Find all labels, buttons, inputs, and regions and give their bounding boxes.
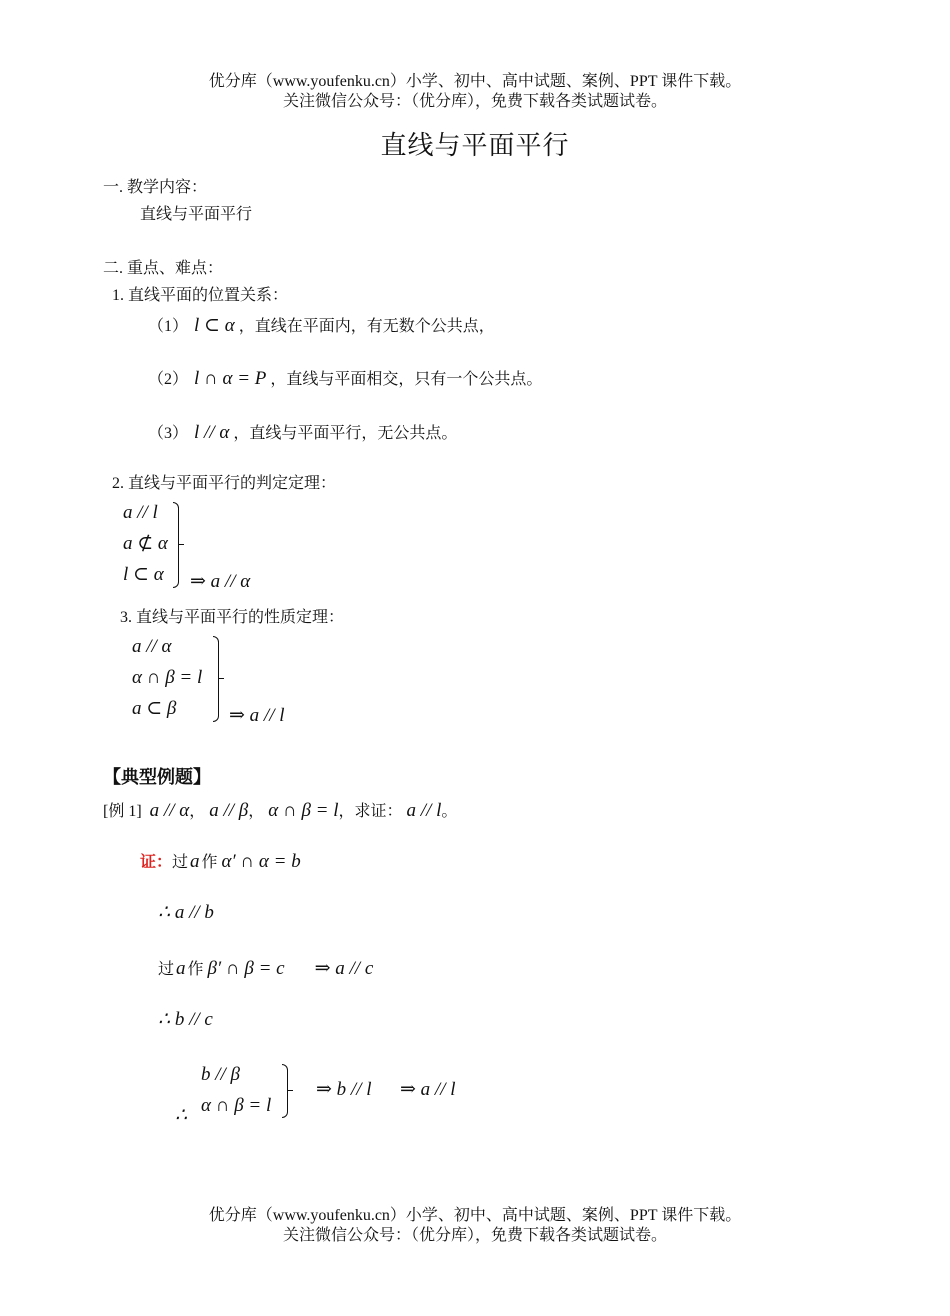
case2-formula: l ∩ α = P: [194, 368, 267, 389]
section1-content: 直线与平面平行: [140, 206, 253, 223]
proof-step-3-formula: β′ ∩ β = c: [207, 958, 285, 979]
proof-step-3-pre: 过: [158, 961, 175, 978]
examples-heading: 【典型例题】: [103, 767, 211, 787]
proof-step-1-pre: 过: [172, 854, 189, 871]
proof-label: 证：: [140, 854, 173, 871]
proof-step-5-conclusion-1: ⇒ b // l: [316, 1079, 372, 1100]
item2-conclusion: ⇒ a // α: [190, 571, 251, 592]
proof-step-1-formula: α′ ∩ α = b: [221, 851, 301, 872]
proof-step-5-conclusion-2: ⇒ a // l: [400, 1079, 456, 1100]
case2-row: [148, 368, 542, 391]
proof-step-1-var: a: [190, 851, 200, 872]
case1-text: ，直线在平面内，有无数个公共点，: [238, 318, 495, 335]
case1-row: [148, 315, 495, 338]
item2-brace-tick: [178, 544, 184, 545]
case3-formula: l // α: [194, 422, 230, 443]
case3-row: [148, 422, 457, 445]
header-line-1: 优分库（www.youfenku.cn）小学、初中、高中试题、案例、PPT 课件下载。: [208, 73, 742, 90]
item3-brace-tick: [218, 678, 224, 679]
item3-title: 3. 直线与平面平行的性质定理：: [120, 609, 345, 626]
proof-step-3: [158, 958, 373, 981]
item2-title: 2. 直线与平面平行的判定定理：: [112, 475, 337, 492]
footer-line-1: 优分库（www.youfenku.cn）小学、初中、高中试题、案例、PPT 课件下载。: [208, 1207, 742, 1224]
item2-brace: [173, 502, 179, 588]
case2-text: ，直线与平面相交，只有一个公共点。: [270, 371, 543, 388]
proof-step-5-brace-tick: [287, 1090, 293, 1091]
proof-step-5-brace: [282, 1064, 288, 1118]
example1-label: [例 1]: [103, 803, 142, 820]
page-title: 直线与平面平行: [380, 131, 570, 160]
example1-comma-1: ，: [189, 803, 206, 820]
example1-comma-2: ，: [248, 803, 265, 820]
proof-step-2: ∴ a // b: [158, 902, 214, 923]
item1-title: 1. 直线平面的位置关系：: [112, 287, 289, 304]
item3-conclusion: ⇒ a // l: [229, 705, 285, 726]
item2-condition-3: l ⊂ α: [123, 564, 164, 585]
case1-formula: l ⊂ α: [194, 315, 235, 336]
item2-condition-2: a ⊄ α: [123, 533, 168, 554]
item3-condition-3: a ⊂ β: [132, 698, 177, 719]
proof-step-3-conclusion: ⇒ a // c: [314, 958, 374, 979]
proof-step-5-therefore: ∴: [175, 1105, 188, 1126]
example1-row: [103, 800, 457, 823]
proof-step-5-condition-1: b // β: [201, 1064, 241, 1085]
item3-condition-1: a // α: [132, 636, 172, 657]
item2-condition-1: a // l: [123, 502, 158, 523]
footer-line-2: 关注微信公众号：（优分库），免费下载各类试题试卷。: [282, 1227, 667, 1244]
example1-goal: a // l: [406, 800, 442, 821]
proof-step-3-mid: 作: [187, 961, 204, 978]
example1-end: 。: [441, 803, 458, 820]
case1-label: （1）: [148, 318, 189, 335]
proof-step-5-condition-2: α ∩ β = l: [201, 1095, 272, 1116]
section2-heading: 二. 重点、难点：: [103, 260, 224, 277]
example1-given-2: a // β: [209, 800, 249, 821]
example1-given-1: a // α: [149, 800, 190, 821]
item3-brace: [213, 636, 219, 722]
case3-label: （3）: [148, 425, 189, 442]
case2-label: （2）: [148, 371, 189, 388]
example1-given-3: α ∩ β = l: [268, 800, 339, 821]
proof-step-1: [140, 851, 301, 874]
proof-step-1-mid: 作: [201, 854, 218, 871]
section1-heading: 一. 教学内容：: [103, 179, 208, 196]
proof-step-4: ∴ b // c: [158, 1009, 213, 1030]
proof-step-3-var: a: [176, 958, 186, 979]
case3-text: ，直线与平面平行，无公共点。: [233, 425, 458, 442]
item3-condition-2: α ∩ β = l: [132, 667, 203, 688]
example1-prove-label: ，求证：: [338, 803, 403, 820]
header-line-2: 关注微信公众号：（优分库），免费下载各类试题试卷。: [282, 93, 667, 110]
